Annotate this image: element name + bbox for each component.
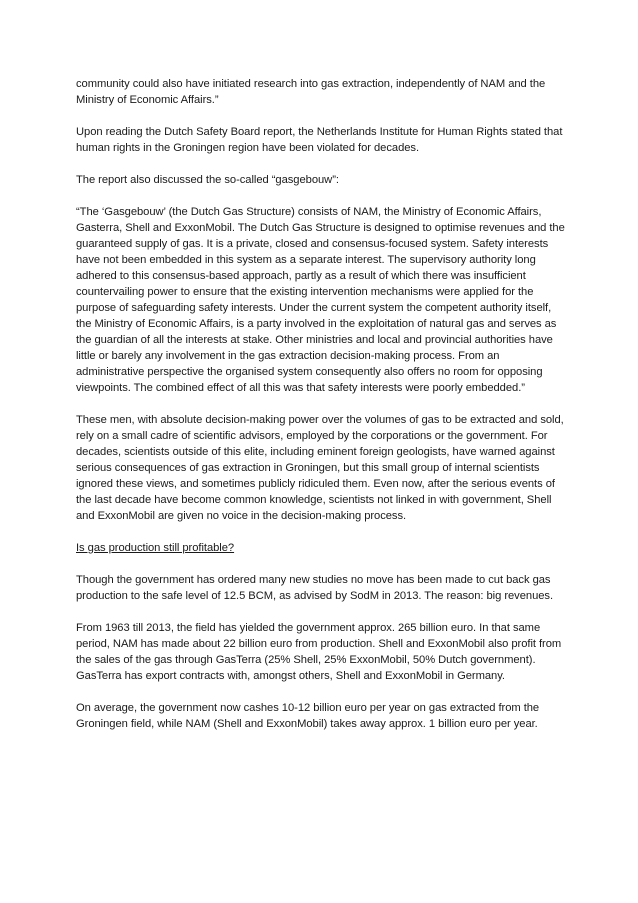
paragraph-scientists: These men, with absolute decision-making power over the volumes of gas to be extracted and sold, rely on a small cadre of scientific advisors, employed by the corporations or the government. For decades, scientists outside of this elite, including eminent foreign geologists, have warned against serious consequences of gas extraction in Groningen, but this small group of internal scientists ignored these views, and sometimes publicly ridiculed them. Even now, after the serious events of the last decade have become common knowledge, scientists not linked in with government, Shell and ExxonMobil are given no voice in the decision-making process. [76, 414, 564, 522]
section-heading-profitability: Is gas production still profitable? [76, 542, 235, 554]
paragraph-production-level: Though the government has ordered many new studies no move has been made to cut back gas production to the safe level of 12.5 BCM, as advised by SodM in 2013. The reason: big revenues. [76, 574, 554, 602]
paragraph-annual-revenue: On average, the government now cashes 10-12 billion euro per year on gas extracted from the Groningen field, while NAM (Shell and ExxonMobil) takes away approx. 1 billion euro per year. [76, 702, 540, 730]
paragraph-intro-continuation: community could also have initiated research into gas extraction, independently of NAM and the Ministry of Economic Affairs.” [76, 78, 546, 106]
paragraph-revenues-history: From 1963 till 2013, the field has yielded the government approx. 265 billion euro. In that same period, NAM has made about 22 billion euro from production. Shell and ExxonMobil also profit from the sales of the gas through GasTerra (25% Shell, 25% ExxonMobil, 50% Dutch government). GasTerra has export contracts with, amongst others, Shell and ExxonMobil in Germany. [76, 622, 562, 682]
paragraph-gasgebouw-intro: The report also discussed the so-called “gasgebouw”: [76, 174, 339, 186]
paragraph-human-rights: Upon reading the Dutch Safety Board report, the Netherlands Institute for Human Rights stated that human rights in the Groningen region have been violated for decades. [76, 126, 563, 154]
paragraph-gasgebouw-quote: “The ‘Gasgebouw’ (the Dutch Gas Structure) consists of NAM, the Ministry of Economic Affairs, Gasterra, Shell and ExxonMobil. The Dutch Gas Structure is designed to optimise revenues and the guaranteed supply of gas. It is a private, closed and consensus-focused system. Safety interests have not been embedded in this system as a separate interest. The supervisory authority long adhered to this consensus-based approach, partly as a result of which there was insufficient countervailing power to ensure that the existing intervention mechanisms were applied for the purpose of safeguarding safety interests. Under the current system the competent authority itself, the Ministry of Economic Affairs, is a party involved in the exploitation of natural gas and serves as the guardian of all the interests at stake. Other ministries and local and provincial authorities have little or barely any involvement in the gas extraction decision-making process. From an administrative perspective the organised system consequently also offers no room for opposing viewpoints. The combined effect of all this was that safety interests were poorly embedded.” [76, 206, 565, 394]
document-page [76, 76, 568, 748]
